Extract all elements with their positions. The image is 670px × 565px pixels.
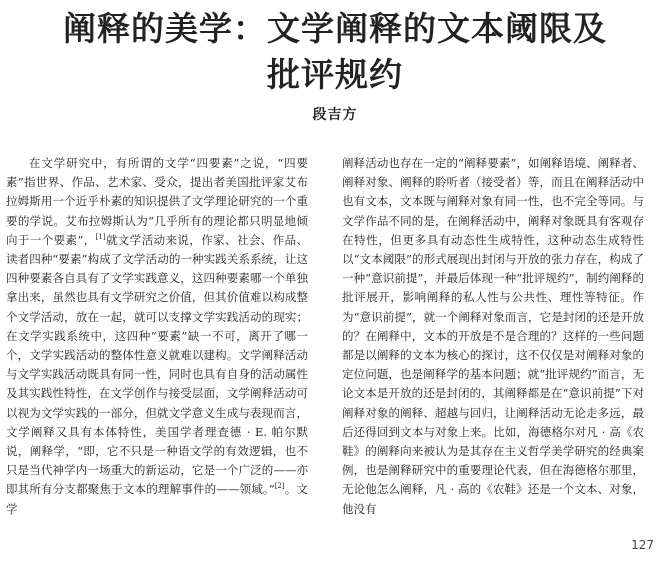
page-number: 127 [631,538,654,552]
left-text-1: 在文学研究中，有所谓的文学“四要素”之说，“四要素”指世界、作品、艺术家、受众，提出者美国批评家艾布拉姆斯用一个近乎朴素的知识提供了文学理论研究的一个重要的学说。艾布拉姆斯认为“几乎所有的理论都只明显地倾向于一个要素”， [6,156,308,247]
article-title [0,6,670,98]
footnote-marker-1[interactable]: [1] [95,232,106,241]
article-title-line-1: 阐释的美学：文学阐释的文本阈限及 [63,9,607,48]
footnote-marker-2[interactable]: [2] [274,482,285,491]
left-column [6,154,308,519]
left-text-2: 就文学活动来说，作家、社会、作品、读者四种“要素”构成了文学活动的一种实践关系系统，让这四种要素各自具有了文学实践意义，这四种要素哪一个单独拿出来，虽然也具有文学研究之价值，但其价值难以构成整个文学活动，放在一起，就可以支撑文学实践活动的现实；在文学实践系统中，这四种“要素”缺一不可，离开了哪一个，文学实践活动的整体性意义就难以建构。文学阐释活动与文学实践活动既具有同一性，同时也具有自身的活动属性及其实践性特性，在文学创作与接受层面，文学阐释活动可以视为文学实践的一部分，但就文学意义生成与表现而言，文学阐释又具有本体特性，美国学者理查德 · E. 帕尔默说，阐释学，“即，它不只是一种语文学的有效逻辑，也不只是当代神学内一场重大的新运动，它是一个广泛的——亦即其所有分支都聚焦于文本的理解事件的——领域。” [6,232,308,497]
left-paragraph [6,154,308,519]
right-paragraph: 阐释活动也存在一定的“阐释要素”，如阐释语境、阐释者、阐释对象、阐释的聆听者（接受者）等，而且在阐释活动中也有文本，文本既与阐释对象有同一性，也不完全等同。与文学作品不同的是，在阐释活动中，阐释对象既具有客观存在特性，但更多具有动态性生成特性，这种动态生成特性以“文本阈限”的形式展现出封闭与开放的张力存在，构成了一种“意识前提”，并最后体现一种“批评规约”，制约阐释的批评展开，影响阐释的私人性与公共性、理性等特征。作为“意识前提”，就一个阐释对象而言，它是封闭的还是开放的？在阐释中，文本的开放是不是合理的？这样的一些问题都是以阐释的文本为核心的探讨，这不仅仅是对阐释对象的定位问题，也是阐释学的基本问题；就“批评规约”而言，无论文本是开放的还是封闭的，其阐释都是在“意识前提”下对阐释对象的阐释、超越与回归，让阐释活动无论走多远，最后还得回到文本与对象上来。比如，海德格尔对凡 · 高《农鞋》的阐释向来被认为是其存在主义哲学美学研究的经典案例，也是阐释研究中的重要理论代表，但在海德格尔那里，无论他怎么阐释，凡 · 高的《农鞋》还是一个文本、对象，他没有 [342,156,644,516]
left-text-3: 。文学 [6,482,308,516]
article-title-line-2: 批评规约 [267,55,403,94]
right-column [342,154,644,519]
author-name: 段吉方 [312,107,358,123]
